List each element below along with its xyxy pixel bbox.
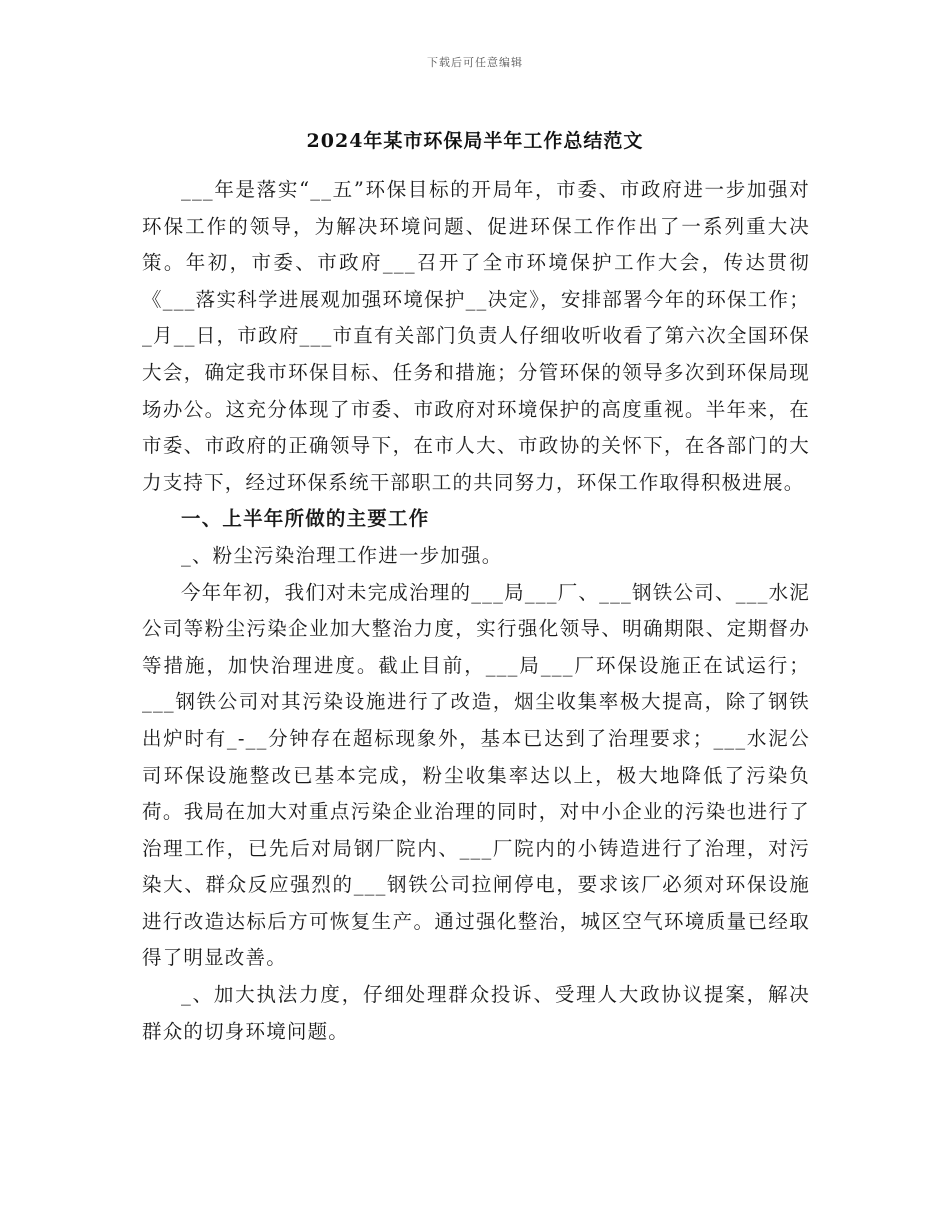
header-note: 下载后可任意编辑 <box>427 56 523 69</box>
enforcement-paragraph: _、加大执法力度，仔细处理群众投诉、受理人大政协议提案，解决群众的切身环境问题。 <box>142 983 810 1043</box>
intro-paragraph: ___年是落实“__五”环保目标的开局年，市委、市政府进一步加强对环保工作的领导，为解决环境问题、促进环保工作作出了一系列重大决策。年初，市委、市政府___召开了全市环境保护工作大会，传达贯彻《___落实科学进展观加强环境保护__决定》，安排部署今年的环保工作；_月__日，市政府___市直有关部门负责人仔细收听收看了第六次全国环保大会，确定我市环保目标、任务和措施；分管环保的领导多次到环保局现场办公。这充分体现了市委、市政府对环境保护的高度重视。半年来，在市委、市政府的正确领导下，在市人大、市政协的关怀下，在各部门的大力支持下，经过环保系统干部职工的共同努力，环保工作取得积极进展。 <box>142 178 810 494</box>
dust-treatment-paragraph: 今年年初，我们对未完成治理的___局___厂、___钢铁公司、___水泥公司等粉尘污染企业加大整治力度，实行强化领导、明确期限、定期督办等措施，加快治理进度。截止目前，___局___厂环保设施正在试运行；___钢铁公司对其污染设施进行了改造，烟尘收集率极大提高，除了钢铁出炉时有_-__分钟存在超标现象外，基本已达到了治理要求；___水泥公司环保设施整改已基本完成，粉尘收集率达以上，极大地降低了污染负荷。我局在加大对重点污染企业治理的同时，对中小企业的污染也进行了治理工作，已先后对局钢厂院内、___厂院内的小铸造进行了治理，对污染大、群众反应强烈的___钢铁公司拉闸停电，要求该厂必须对环保设施进行改造达标后方可恢复生产。通过强化整治，城区空气环境质量已经取得了明显改善。 <box>142 580 810 970</box>
section-heading: 一、上半年所做的主要工作 <box>181 507 430 531</box>
document-body <box>142 172 810 1050</box>
subsection-heading-dust: _、粉尘污染治理工作进一步加强。 <box>181 543 503 567</box>
document-title: 2024年某市环保局半年工作总结范文 <box>306 130 644 152</box>
